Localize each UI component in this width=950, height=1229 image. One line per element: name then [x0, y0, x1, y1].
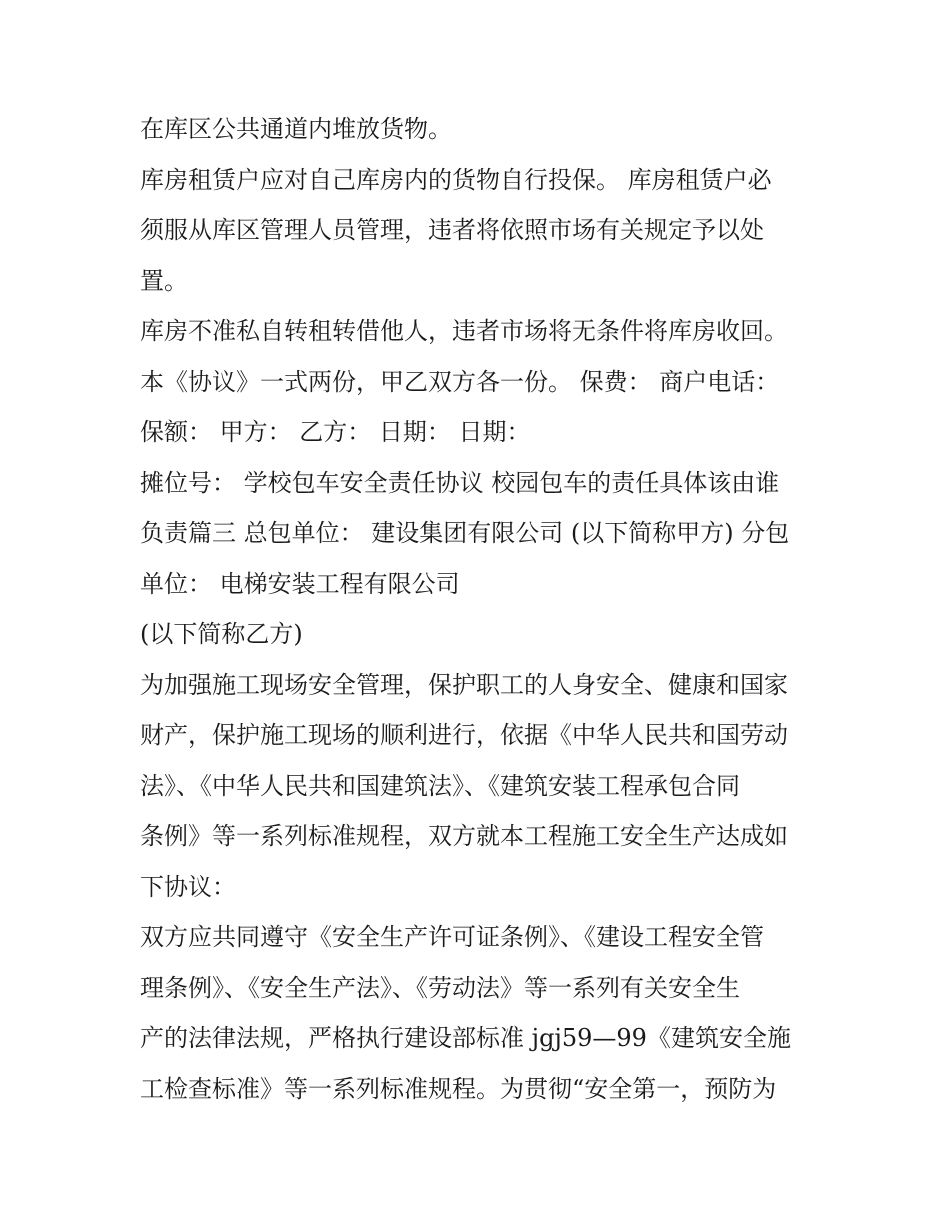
text-line: 财产，保护施工现场的顺利进行，依据《中华人民共和国劳动: [140, 721, 788, 749]
text-line: 负责篇三 总包单位： 建设集团有限公司 (以下简称甲方) 分包: [140, 519, 790, 547]
text-line: 摊位号： 学校包车安全责任协议 校园包车的责任具体该由谁: [140, 468, 780, 497]
text-line: 库房不准私自转租转借他人，违者市场将无条件将库房收回。: [140, 317, 788, 345]
text-line: 法》、《中华人民共和国建筑法》、《建筑安装工程承包合同: [140, 771, 740, 800]
text-line: 双方应共同遵守《安全生产许可证条例》、《建设工程安全管: [140, 923, 764, 951]
text-line: 理条例》、《安全生产法》、《劳动法》等一系列有关安全生: [140, 973, 740, 1002]
text-line: 在库区公共通道内堆放货物。: [140, 115, 452, 143]
text-line: 单位： 电梯安装工程有限公司: [140, 569, 460, 598]
text-line: 保额： 甲方： 乙方： 日期： 日期：: [140, 418, 531, 446]
text-line: 产的法律法规，严格执行建设部标准 jgj59—99《建筑安全施: [140, 1024, 791, 1052]
text-line: 须服从库区管理人员管理，违者将依照市场有关规定予以处: [140, 216, 764, 244]
document-body: [140, 110, 820, 1120]
text-line: 条例》等一系列标准规程，双方就本工程施工安全生产达成如: [140, 822, 788, 850]
text-line: 下协议：: [140, 872, 236, 901]
text-line: 库房租赁户应对自己库房内的货物自行投保。 库房租赁户必: [140, 165, 772, 194]
text-line: 工检查标准》等一系列标准规程。为贯彻“安全第一，预防为: [140, 1074, 777, 1103]
text-line: (以下简称乙方): [140, 620, 303, 648]
text-line: 置。: [140, 266, 188, 295]
text-line: 本《协议》一式两份，甲乙双方各一份。 保费： 商户电话：: [140, 367, 780, 396]
text-line: 为加强施工现场安全管理，保护职工的人身安全、健康和国家: [140, 670, 788, 699]
